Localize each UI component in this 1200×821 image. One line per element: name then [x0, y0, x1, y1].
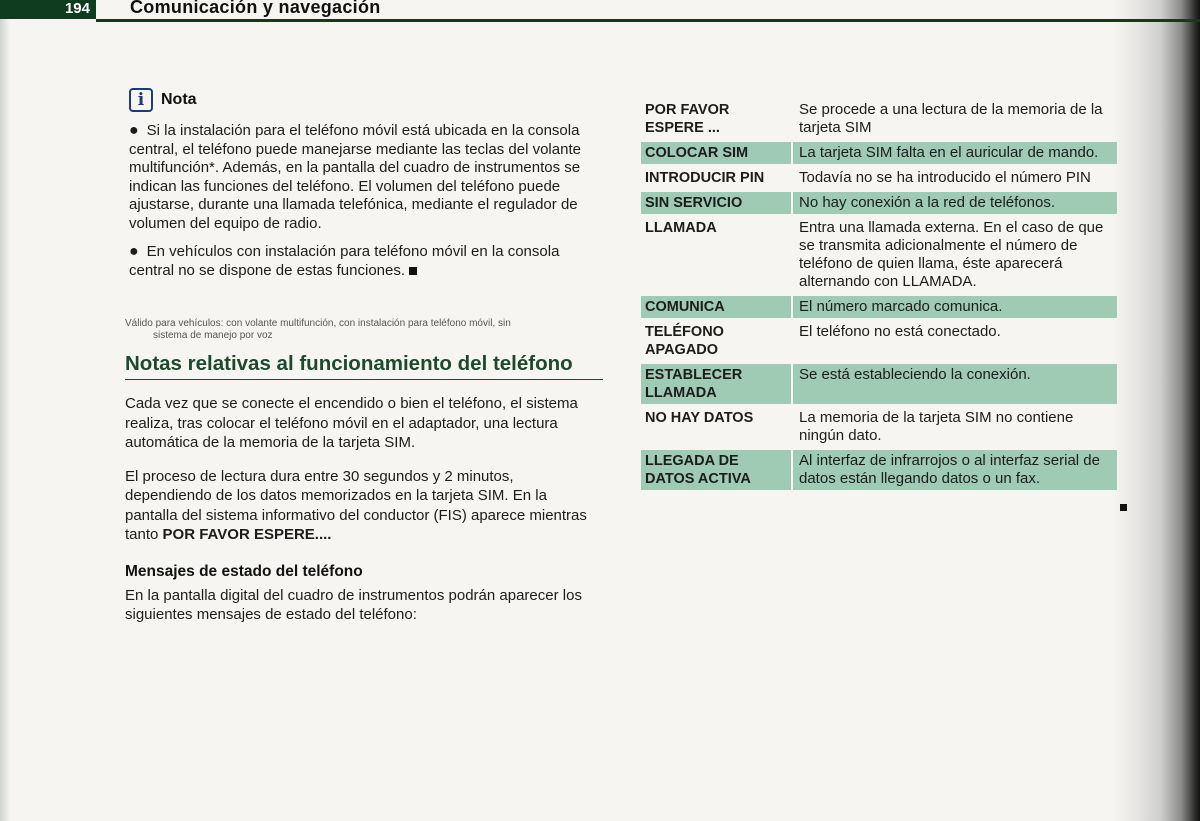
- status-description-cell: No hay conexión a la red de teléfonos.: [793, 192, 1117, 214]
- status-message-cell: LLEGADA DE DATOS ACTIVA: [641, 450, 793, 490]
- status-message-cell: INTRODUCIR PIN: [645, 170, 765, 186]
- note-bullet-1: [129, 122, 603, 233]
- page-header: [0, 0, 1200, 24]
- status-description-cell: Entra una llamada externa. En el caso de que se transmita adicionalmente el número de teléfono de quien llama, éste aparecerá alternando con LLAMADA.: [799, 219, 1104, 290]
- status-description-cell: La memoria de la tarjeta SIM no contiene ningún dato.: [799, 409, 1074, 444]
- header-section-title: Comunicación y navegación: [130, 0, 381, 17]
- table-row: [641, 217, 1117, 293]
- note-bullet-text: En vehículos con instalación para teléfono móvil en la consola central no se dispone de estas funciones.: [129, 243, 560, 279]
- paragraph-1: Cada vez que se conecte el encendido o bien el teléfono, el sistema realiza, tras colocar el teléfono móvil en el adaptador, una lectura automática de la memoria de la tarjeta SIM.: [125, 395, 578, 451]
- info-icon: i: [129, 88, 153, 112]
- status-message-cell: ESTABLECER LLAMADA: [641, 364, 793, 404]
- table-row: [641, 296, 1117, 318]
- paragraph-2: [125, 467, 603, 545]
- note-title: Nota: [161, 91, 197, 108]
- table-row: [641, 192, 1117, 214]
- status-message-cell: TELÉFONO APAGADO: [645, 324, 724, 358]
- validity-line-1: Válido para vehículos: con volante multifunción, con instalación para teléfono móvil, sin: [125, 318, 511, 329]
- table-row: [641, 321, 1117, 361]
- page-left-edge: [0, 0, 10, 821]
- status-message-cell: POR FAVOR ESPERE ...: [645, 102, 730, 136]
- paragraph-2-bold: POR FAVOR ESPERE....: [162, 526, 332, 543]
- status-description-cell: El número marcado comunica.: [793, 296, 1117, 318]
- bullet-dot-icon: ●: [129, 122, 139, 139]
- paragraph-2-text: El proceso de lectura dura entre 30 segundos y 2 minutos, dependiendo de los datos memorizados en la tarjeta SIM. En la pantalla del sistema informativo del conductor (FIS) aparece mientras tanto: [125, 467, 587, 543]
- book-spine-shadow: [1112, 0, 1200, 821]
- note-header: [129, 88, 603, 112]
- status-description-cell: Al interfaz de infrarrojos o al interfaz serial de datos están llegando datos o un fax.: [793, 450, 1117, 490]
- table-row: [641, 450, 1117, 490]
- status-message-cell: NO HAY DATOS: [645, 410, 754, 426]
- status-description-cell: Se está estableciendo la conexión.: [793, 364, 1117, 404]
- status-message-cell: COMUNICA: [641, 296, 793, 318]
- page-number: 194: [0, 0, 96, 19]
- bullet-dot-icon: ●: [129, 243, 139, 260]
- section-title: Notas relativas al funcionamiento del teléfono: [125, 352, 603, 380]
- note-bullet-2: [129, 243, 603, 280]
- validity-line-2: sistema de manejo por voz: [153, 330, 273, 341]
- status-description-cell: El teléfono no está conectado.: [799, 323, 1001, 340]
- table-row: [641, 364, 1117, 404]
- table-row: [641, 407, 1117, 447]
- status-description-cell: Se procede a una lectura de la memoria de la tarjeta SIM: [799, 101, 1103, 136]
- status-message-cell: LLAMADA: [645, 220, 717, 236]
- table-row: [641, 99, 1117, 139]
- header-rule: [96, 19, 1200, 22]
- end-of-section-icon: [409, 267, 417, 275]
- status-description-cell: Todavía no se ha introducido el número PIN: [799, 169, 1091, 186]
- note-bullet-text: Si la instalación para el teléfono móvil está ubicada en la consola central, el teléfono puede manejarse mediante las teclas del volante multifunción*. Además, en la pantalla del cuadro de instrumentos se indican las funciones del teléfono. El volumen del teléfono puede ajustarse, durante una llamada telefónica, mediante el regulador de volumen del equipo de radio.: [129, 122, 581, 232]
- status-message-cell: SIN SERVICIO: [641, 192, 793, 214]
- status-description-cell: La tarjeta SIM falta en el auricular de mando.: [793, 142, 1117, 164]
- paragraph-3: En la pantalla digital del cuadro de instrumentos podrán aparecer los siguientes mensajes de estado del teléfono:: [125, 586, 582, 623]
- validity-note: [125, 318, 603, 342]
- status-message-table: [641, 96, 1117, 493]
- table-row: [641, 142, 1117, 164]
- status-message-cell: COLOCAR SIM: [641, 142, 793, 164]
- status-table-body: [641, 99, 1117, 490]
- table-row: [641, 167, 1117, 189]
- end-of-section-icon: [1120, 504, 1127, 511]
- left-column: [125, 88, 603, 625]
- status-subheading: Mensajes de estado del teléfono: [125, 562, 363, 580]
